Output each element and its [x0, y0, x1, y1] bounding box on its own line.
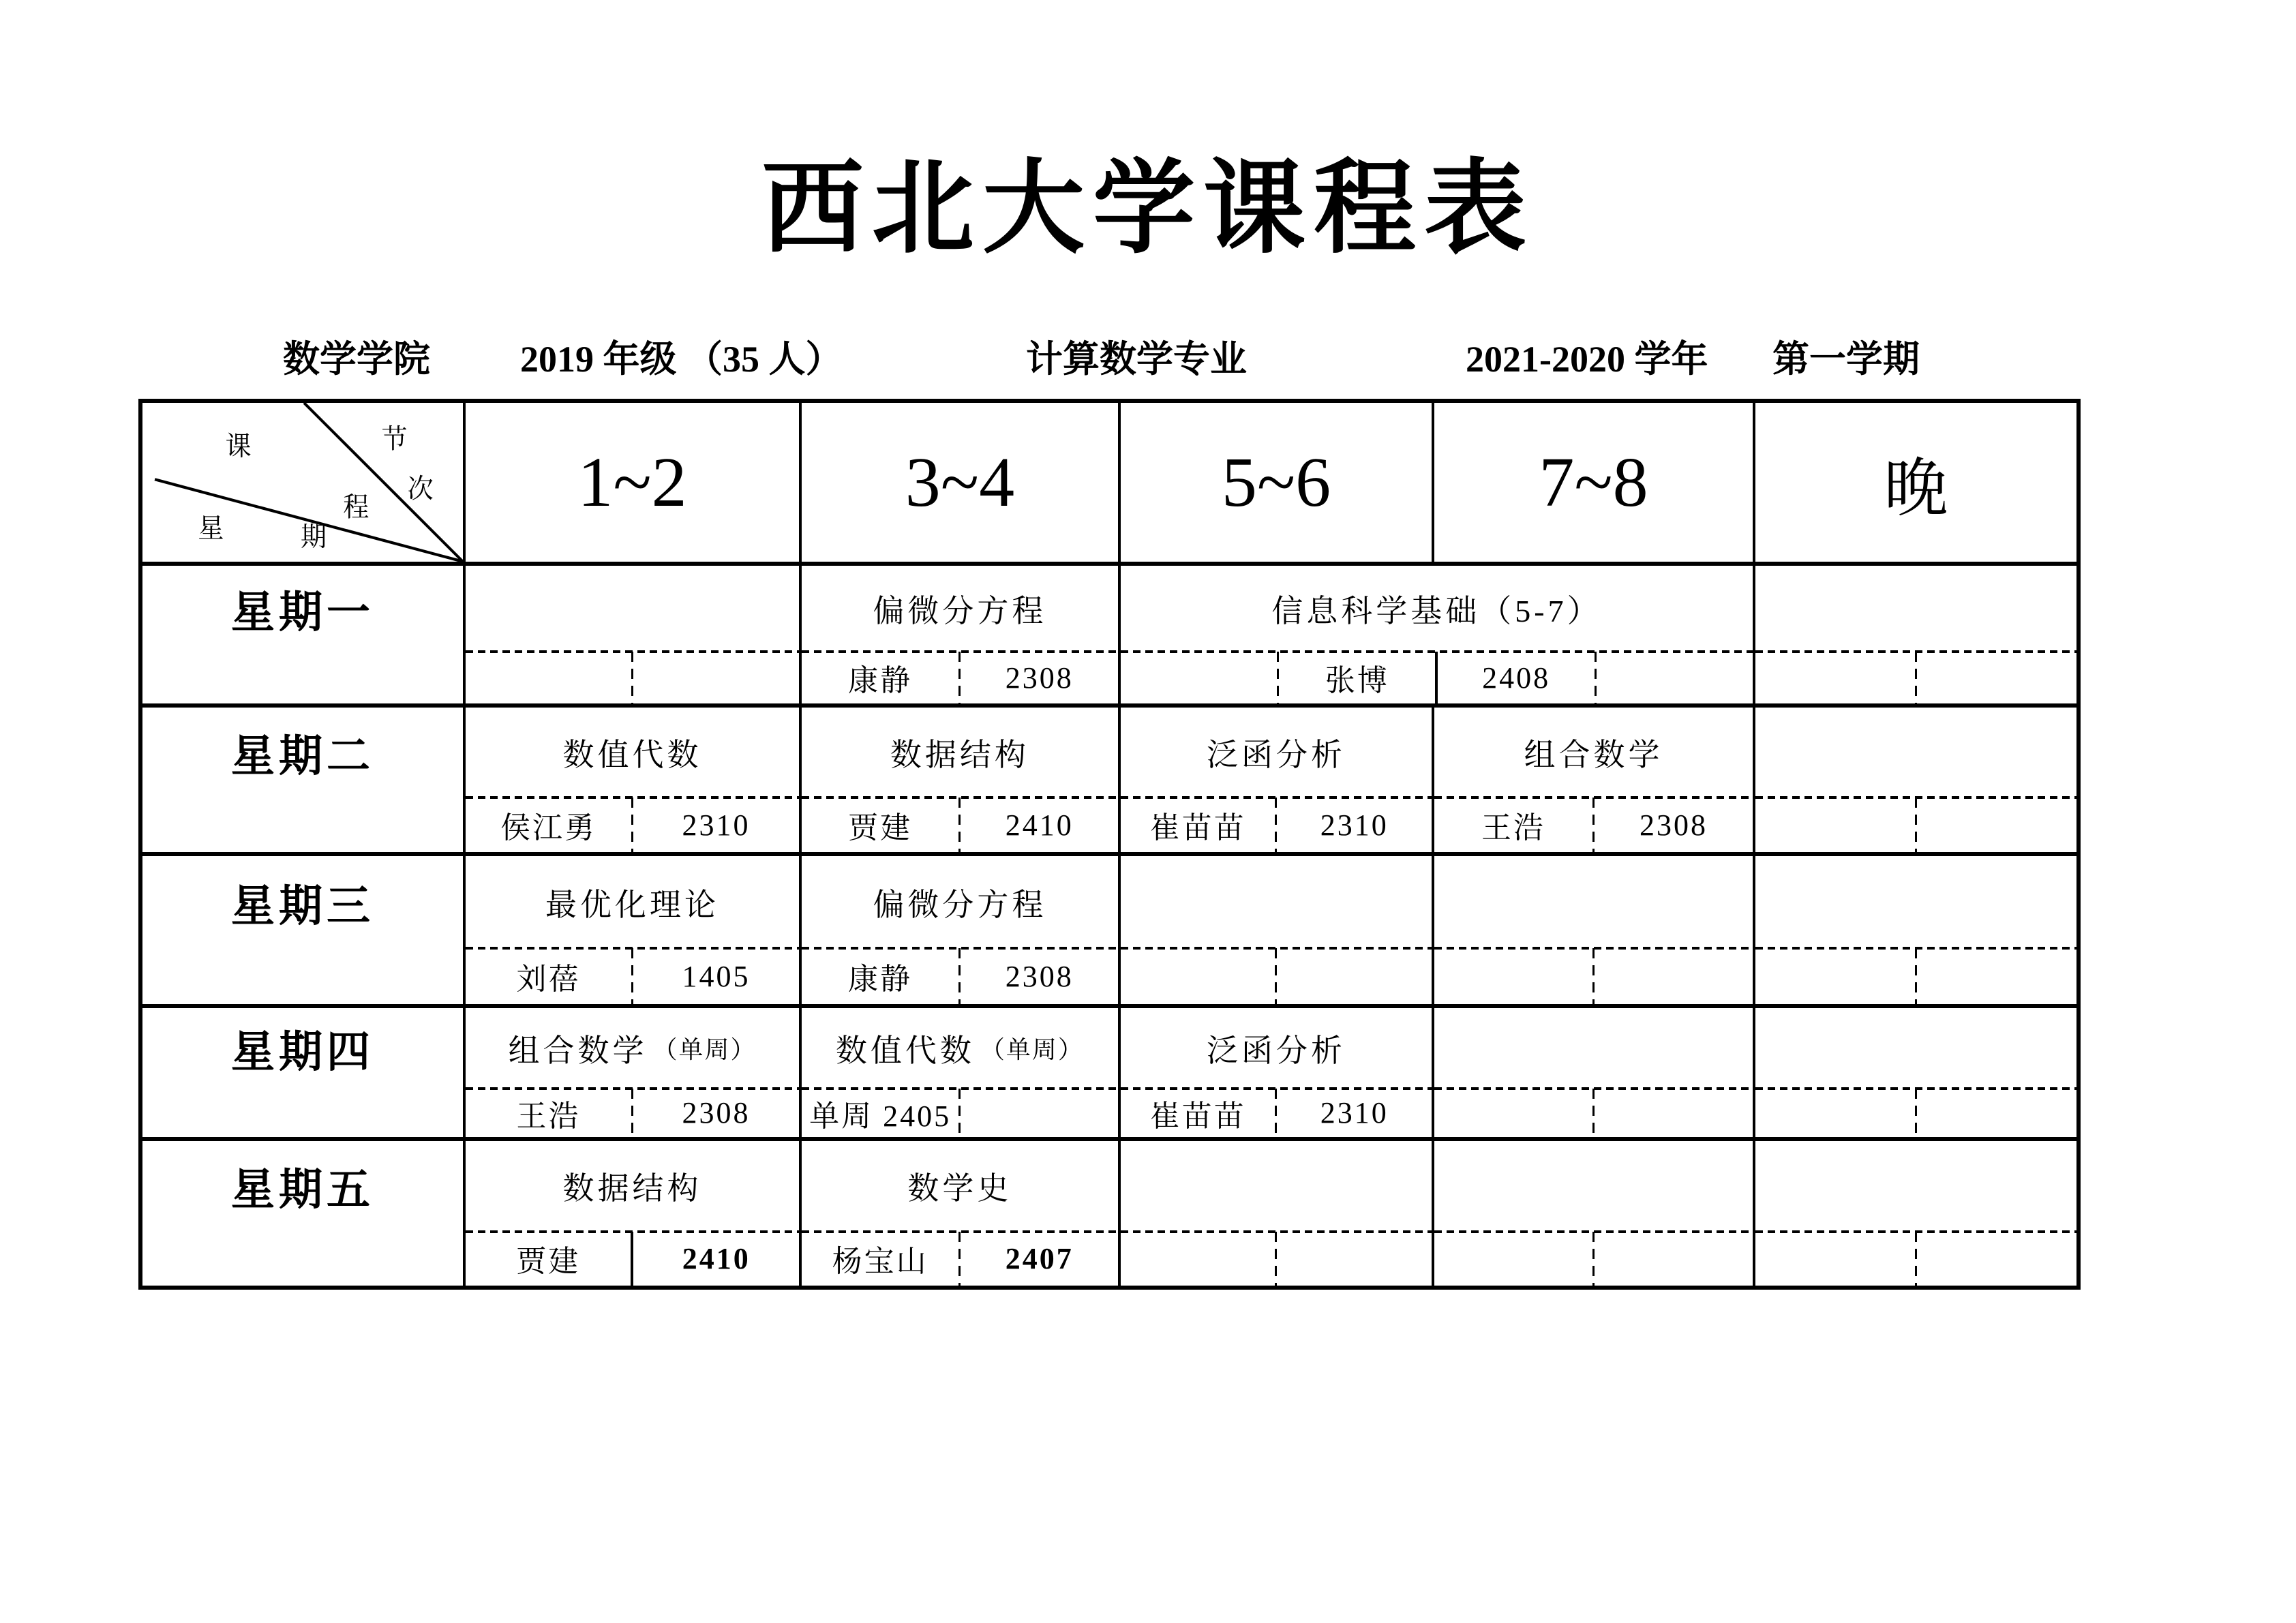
room-number	[1917, 1232, 2076, 1286]
course-name	[466, 1141, 799, 1231]
room-number	[633, 652, 799, 703]
room-number	[961, 1089, 1118, 1137]
cell-wed-evening	[1753, 852, 2076, 1004]
cell-mon-5-8-merged	[1118, 562, 1753, 703]
teacher-room-row	[1755, 1232, 2076, 1286]
teacher-room-row	[1434, 798, 1753, 852]
corner-course-char-2: 程	[343, 492, 369, 523]
room-number: 2308	[1005, 661, 1074, 695]
cell-wed-5-6	[1118, 852, 1432, 1004]
teacher-room-row	[802, 948, 1118, 1003]
corner-period-char-2: 次	[407, 474, 434, 504]
info-bar	[0, 337, 2296, 382]
cell-mon-1-2	[463, 562, 799, 703]
room-number: 2407	[1005, 1241, 1074, 1275]
period-header-3-4: 3~4	[799, 403, 1118, 562]
period-header-evening: 晚	[1753, 403, 2076, 562]
course-name	[1434, 856, 1753, 949]
teacher-room-row	[1755, 948, 2076, 1003]
room-number: 1405	[682, 959, 751, 993]
teacher-name: 王浩	[516, 1099, 581, 1133]
period-header-1-2: 1~2	[463, 403, 799, 562]
course-name	[466, 708, 799, 798]
teacher-name: 崔苗苗	[1149, 1099, 1246, 1133]
teacher-name	[1121, 948, 1275, 1003]
teacher-name: 康静	[848, 962, 913, 997]
teacher-room-row	[1434, 948, 1753, 1003]
cell-thu-3-4	[799, 1004, 1118, 1137]
teacher-name: 崔苗苗	[1149, 811, 1246, 845]
info-grade: 2019 年级 （35 人）	[520, 339, 843, 380]
period-header-5-6: 5~6	[1118, 403, 1432, 562]
teacher-name: 康静	[848, 664, 913, 698]
day-label: 星期四	[231, 1027, 374, 1076]
day-label: 星期二	[231, 731, 374, 781]
teacher-name	[1755, 1232, 1915, 1286]
cell-tue-7-8	[1432, 703, 1753, 852]
cell-tue-1-2	[463, 703, 799, 852]
cell-tue-5-6	[1118, 703, 1432, 852]
teacher-room-row	[1121, 1232, 1432, 1286]
cell-wed-7-8	[1432, 852, 1753, 1004]
teacher-name: 贾建	[848, 811, 913, 845]
corner-course-char-1: 课	[225, 431, 252, 462]
course-text: 数值代数	[835, 1033, 975, 1068]
course-text: 信息科学基础（5-7）	[1271, 593, 1602, 628]
page-title: 西北大学课程表	[761, 148, 1535, 268]
course-name	[1121, 1141, 1432, 1231]
teacher-room-row	[1755, 652, 2076, 703]
cell-thu-evening	[1753, 1004, 2076, 1137]
course-text: 最优化理论	[545, 887, 719, 922]
room-number	[1917, 948, 2076, 1003]
teacher-name	[1434, 1089, 1592, 1137]
teacher-room-row	[466, 798, 799, 852]
course-name	[466, 566, 799, 652]
course-note: （单周）	[652, 1036, 757, 1064]
cell-tue-3-4	[799, 703, 1118, 852]
room-number: 2310	[1320, 1096, 1389, 1130]
room-number: 2310	[682, 808, 751, 842]
course-name	[1755, 1008, 2076, 1089]
teacher-name: 张博	[1325, 664, 1389, 698]
info-department: 数学学院	[283, 339, 430, 380]
course-text: 泛函分析	[1206, 1033, 1346, 1068]
course-text: 偏微分方程	[873, 887, 1047, 922]
course-name	[466, 856, 799, 949]
corner-header-cell	[142, 403, 463, 562]
teacher-room-row	[1121, 1089, 1432, 1137]
day-label: 星期三	[231, 881, 374, 930]
course-name	[1121, 566, 1753, 652]
course-name	[1434, 1141, 1753, 1231]
info-semester: 第一学期	[1772, 339, 1920, 380]
cell-fri-evening	[1753, 1137, 2076, 1286]
teacher-room-row	[1755, 798, 2076, 852]
info-academic-year: 2021-2020 学年	[1466, 339, 1708, 380]
course-name	[1434, 1008, 1753, 1089]
teacher-room-row	[1121, 798, 1432, 852]
cell-wed-3-4	[799, 852, 1118, 1004]
teacher-name: 贾建	[516, 1245, 581, 1279]
teacher-room-row	[1755, 1089, 2076, 1137]
room-number	[1917, 798, 2076, 852]
teacher-name	[1755, 652, 1915, 703]
course-note: （单周）	[980, 1036, 1084, 1064]
period-header-7-8: 7~8	[1432, 403, 1753, 562]
teacher-name: 刘蓓	[516, 962, 581, 997]
teacher-room-row	[466, 1232, 799, 1286]
course-name	[1434, 708, 1753, 798]
room-number	[1595, 948, 1753, 1003]
room-number	[1595, 1232, 1753, 1286]
day-cell-friday	[142, 1137, 463, 1286]
teacher-name	[1434, 1232, 1592, 1286]
course-text: 数学史	[907, 1171, 1012, 1207]
course-name	[802, 708, 1118, 798]
course-text: 数值代数	[562, 738, 702, 773]
course-name	[1755, 856, 2076, 949]
course-text: 偏微分方程	[873, 593, 1047, 628]
day-cell-monday	[142, 562, 463, 703]
teacher-room-row	[802, 652, 1118, 703]
course-name	[1121, 708, 1432, 798]
teacher-room-row	[1121, 948, 1432, 1003]
room-number: 2308	[682, 1096, 751, 1130]
room-number: 2408	[1482, 661, 1551, 695]
teacher-name: 单周 2405	[809, 1099, 952, 1133]
teacher-name: 王浩	[1481, 811, 1545, 845]
room-number: 2308	[1640, 808, 1708, 842]
teacher-name	[1434, 948, 1592, 1003]
course-text: 数据结构	[890, 738, 1029, 773]
empty-slot	[1597, 652, 1753, 703]
teacher-name	[1121, 1232, 1275, 1286]
course-name	[1121, 1008, 1432, 1089]
course-name	[1755, 566, 2076, 652]
teacher-name: 侯江勇	[500, 811, 596, 845]
day-cell-tuesday	[142, 703, 463, 852]
room-number: 2410	[1005, 808, 1074, 842]
cell-fri-7-8	[1432, 1137, 1753, 1286]
teacher-name	[1755, 948, 1915, 1003]
cell-fri-3-4	[799, 1137, 1118, 1286]
teacher-name	[1755, 798, 1915, 852]
teacher-room-row	[802, 1089, 1118, 1137]
teacher-name	[1755, 1089, 1915, 1137]
empty-slot	[1121, 652, 1277, 703]
room-number	[1595, 1089, 1753, 1137]
course-name	[466, 1008, 799, 1089]
course-name	[1755, 1141, 2076, 1231]
course-name	[802, 566, 1118, 652]
course-text: 数据结构	[562, 1171, 702, 1207]
day-label: 星期一	[231, 587, 374, 637]
course-text: 组合数学	[1524, 738, 1663, 773]
teacher-room-row	[466, 948, 799, 1003]
cell-thu-5-6	[1118, 1004, 1432, 1137]
course-name	[802, 1008, 1118, 1089]
cell-mon-3-4	[799, 562, 1118, 703]
course-text: 泛函分析	[1206, 738, 1346, 773]
teacher-name: 杨宝山	[832, 1245, 928, 1279]
corner-week-char-1: 星	[198, 513, 224, 544]
day-label: 星期五	[231, 1165, 374, 1215]
course-name	[1755, 708, 2076, 798]
teacher-room-row	[1121, 652, 1753, 703]
day-cell-wednesday	[142, 852, 463, 1004]
corner-period-char-1: 节	[381, 424, 408, 455]
teacher-room-row	[466, 652, 799, 703]
info-major: 计算数学专业	[1026, 339, 1247, 380]
teacher-room-row	[802, 798, 1118, 852]
cell-thu-1-2	[463, 1004, 799, 1137]
cell-tue-evening	[1753, 703, 2076, 852]
room-number: 2308	[1005, 959, 1074, 993]
room-number	[1277, 1232, 1432, 1286]
room-number	[1917, 652, 2076, 703]
course-name	[802, 856, 1118, 949]
course-table	[138, 399, 2081, 1290]
room-number	[1917, 1089, 2076, 1137]
teacher-name	[466, 652, 631, 703]
cell-mon-evening	[1753, 562, 2076, 703]
corner-week-char-2: 期	[300, 522, 327, 553]
course-text: 组合数学	[508, 1033, 648, 1068]
cell-fri-5-6	[1118, 1137, 1432, 1286]
teacher-room-row	[802, 1232, 1118, 1286]
cell-thu-7-8	[1432, 1004, 1753, 1137]
room-number: 2410	[682, 1241, 751, 1275]
teacher-room-row	[1434, 1232, 1753, 1286]
teacher-room-row	[1434, 1089, 1753, 1137]
teacher-room-row	[466, 1089, 799, 1137]
course-name	[1121, 856, 1432, 949]
room-number	[1277, 948, 1432, 1003]
room-number: 2310	[1320, 808, 1389, 842]
day-cell-thursday	[142, 1004, 463, 1137]
cell-fri-1-2	[463, 1137, 799, 1286]
cell-wed-1-2	[463, 852, 799, 1004]
diagonal-header	[142, 403, 463, 562]
course-name	[802, 1141, 1118, 1231]
